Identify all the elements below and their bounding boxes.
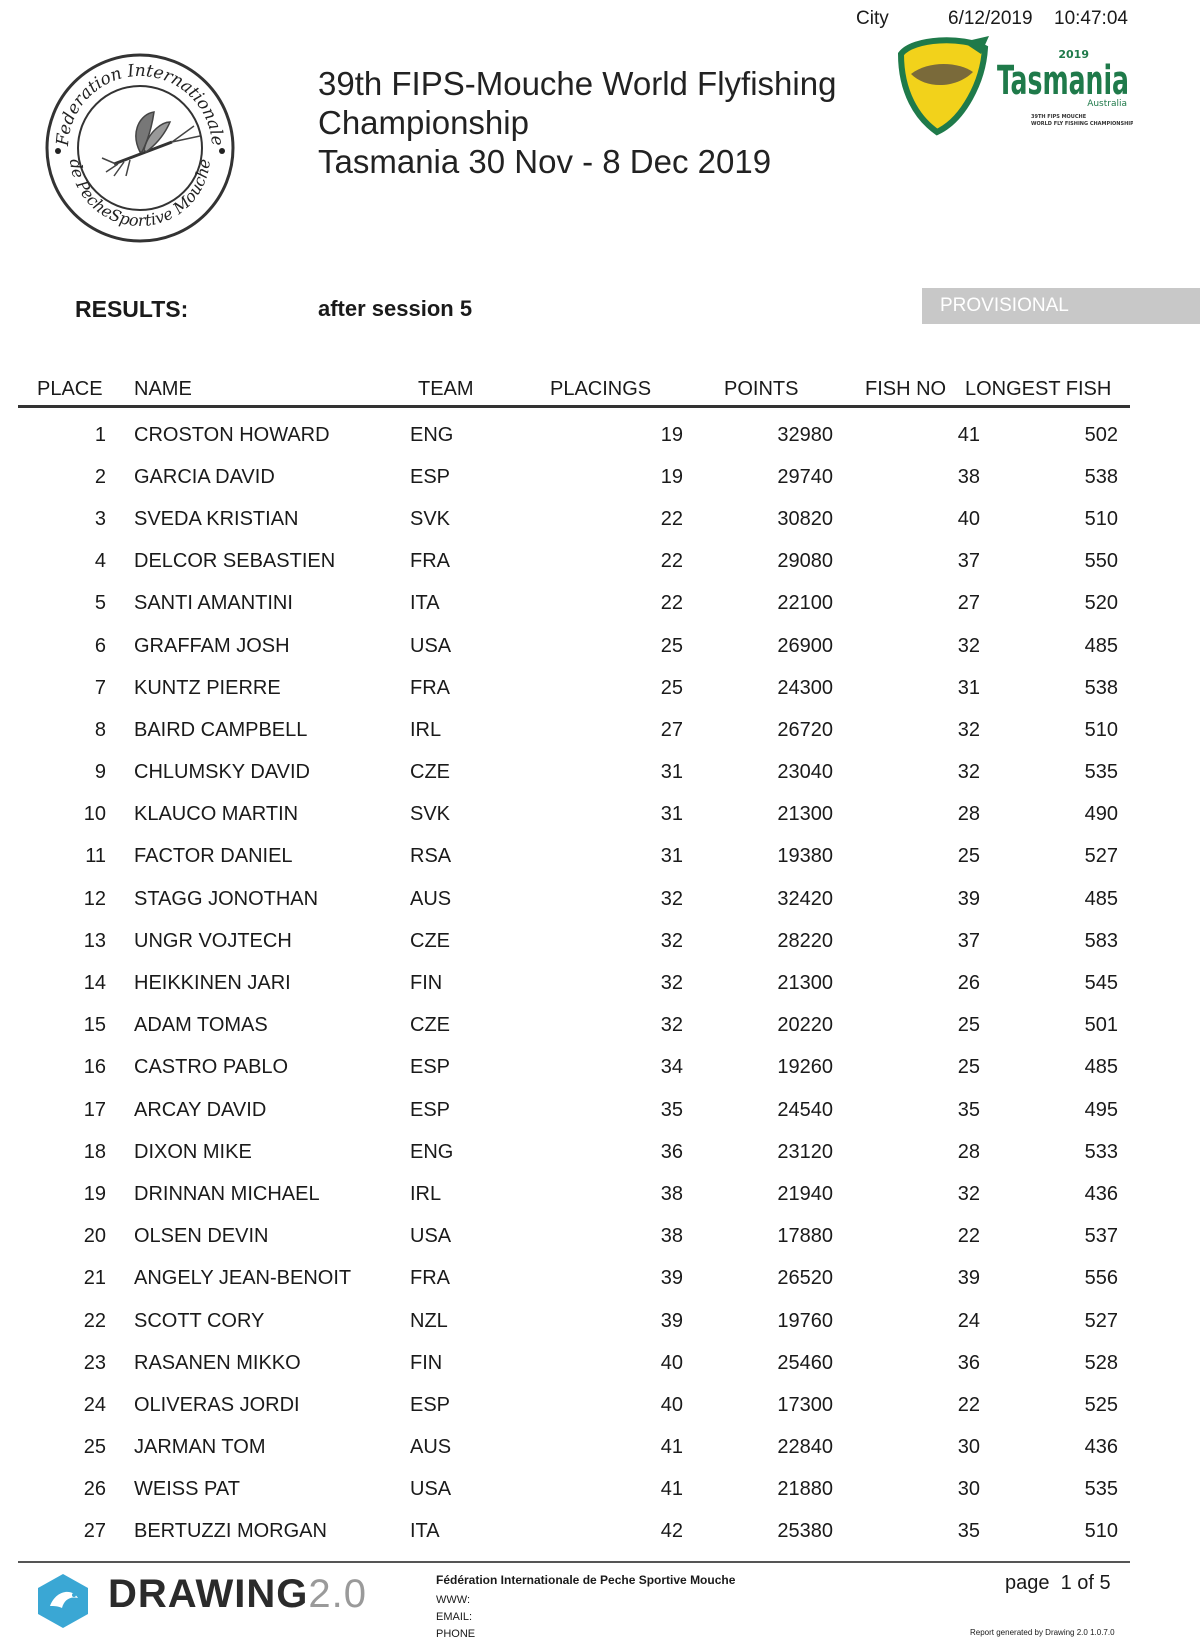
footer-org: Fédération Internationale de Peche Sportive Mouche [436,1573,736,1587]
cell-placings: 22 [660,592,683,615]
cell-team: CZE [410,1014,450,1037]
cell-team: IRL [410,1182,442,1205]
cell-fish-no: 32 [957,761,980,784]
results-table [18,414,1130,1553]
cell-longest-fish: 501 [1084,1014,1118,1037]
table-row [18,1342,1130,1384]
col-placings: PLACINGS [550,378,652,400]
cell-points: 30820 [777,507,833,530]
cell-fish-no: 27 [957,592,980,615]
page-title [318,64,836,181]
cell-placings: 27 [660,718,683,741]
col-team: TEAM [418,378,474,400]
cell-place: 14 [83,972,106,995]
cell-place: 19 [83,1182,106,1205]
cell-team: ESP [410,465,451,488]
cell-name: GARCIA DAVID [134,465,275,488]
tasmania-logo [893,32,1133,142]
cell-longest-fish: 520 [1084,592,1118,615]
cell-longest-fish: 495 [1084,1098,1118,1121]
cell-team: CZE [410,761,450,784]
cell-team: FRA [410,1267,450,1290]
cell-team: IRL [410,718,442,741]
table-row [18,625,1130,667]
col-longest-fish: LONGEST FISH [965,378,1112,400]
cell-name: CASTRO PABLO [134,1056,289,1079]
cell-place: 10 [83,803,106,826]
cell-longest-fish: 485 [1084,1056,1118,1079]
cell-placings: 25 [660,634,683,657]
tasmania-country: Australia [1087,99,1127,109]
cell-fish-no: 40 [957,507,980,530]
report-time: 10:47:04 [1054,8,1128,29]
cell-fish-no: 26 [957,972,980,995]
cell-placings: 40 [660,1393,683,1416]
cell-placings: 41 [660,1478,683,1501]
cell-fish-no: 41 [957,423,980,446]
cell-team: SVK [410,803,451,826]
table-row [18,709,1130,751]
table-row [18,456,1130,498]
cell-name: ARCAY DAVID [134,1098,267,1121]
header-divider [18,405,1130,408]
cell-name: ANGELY JEAN-BENOIT [134,1267,352,1290]
footer-divider [18,1561,1130,1563]
cell-points: 21300 [777,972,833,995]
cell-longest-fish: 556 [1084,1267,1118,1290]
col-fish-no: FISH NO [865,378,947,400]
cell-place: 9 [94,761,106,784]
cell-name: KLAUCO MARTIN [134,803,299,826]
cell-team: CZE [410,929,450,952]
logo-text-top: Federation Internationale [52,61,228,147]
cell-name: SVEDA KRISTIAN [134,507,299,530]
session-label: after session 5 [318,296,473,321]
table-row [18,1131,1130,1173]
cell-fish-no: 38 [957,465,980,488]
col-points: POINTS [724,378,799,400]
cell-fish-no: 35 [957,1520,980,1543]
cell-longest-fish: 525 [1084,1393,1118,1416]
cell-longest-fish: 485 [1084,634,1118,657]
cell-fish-no: 24 [957,1309,980,1332]
cell-name: SANTI AMANTINI [134,592,293,615]
cell-points: 24540 [777,1098,833,1121]
drawing-brand-name: DRAWING [108,1572,309,1616]
cell-team: AUS [410,1436,452,1459]
cell-placings: 22 [660,550,683,573]
cell-fish-no: 32 [957,634,980,657]
page-indicator [1005,1572,1111,1595]
cell-place: 12 [83,887,106,910]
cell-placings: 19 [660,423,683,446]
cell-team: FRA [410,676,450,699]
cell-points: 26720 [777,718,833,741]
table-row [18,583,1130,625]
table-row [18,1300,1130,1342]
cell-fish-no: 36 [957,1351,980,1374]
cell-points: 17300 [777,1393,833,1416]
cell-points: 21940 [777,1182,833,1205]
cell-points: 26900 [777,634,833,657]
table-row [18,1511,1130,1553]
cell-team: FRA [410,550,450,573]
cell-team: ESP [410,1098,451,1121]
title-line-2: Championship [318,104,529,141]
cell-team: AUS [410,887,452,910]
cell-points: 29080 [777,550,833,573]
cell-place: 27 [83,1520,106,1543]
cell-points: 28220 [777,929,833,952]
cell-points: 19380 [777,845,833,868]
cell-longest-fish: 436 [1084,1182,1118,1205]
cell-placings: 38 [660,1225,683,1248]
svg-text:de PecheSportive Mouche [66,158,214,230]
cell-points: 21880 [777,1478,833,1501]
table-row [18,836,1130,878]
cell-placings: 32 [660,929,683,952]
cell-name: GRAFFAM JOSH [134,634,290,657]
cell-fish-no: 25 [957,845,980,868]
cell-placings: 22 [660,507,683,530]
cell-team: FIN [410,972,443,995]
cell-place: 22 [83,1309,106,1332]
cell-name: OLIVERAS JORDI [134,1393,300,1416]
cell-place: 3 [94,507,106,530]
cell-placings: 41 [660,1436,683,1459]
cell-place: 2 [94,465,106,488]
cell-points: 26520 [777,1267,833,1290]
cell-fish-no: 37 [957,550,980,573]
cell-points: 24300 [777,676,833,699]
table-row [18,920,1130,962]
cell-name: BAIRD CAMPBELL [134,718,308,741]
cell-fish-no: 32 [957,1182,980,1205]
cell-place: 25 [83,1436,106,1459]
cell-points: 21300 [777,803,833,826]
cell-team: FIN [410,1351,443,1374]
cell-place: 16 [83,1056,106,1079]
cell-fish-no: 28 [957,1140,980,1163]
page-label: page [1005,1572,1050,1594]
cell-longest-fish: 535 [1084,1478,1118,1501]
cell-team: ENG [410,423,454,446]
table-row [18,878,1130,920]
cell-name: BERTUZZI MORGAN [134,1520,327,1543]
cell-name: KUNTZ PIERRE [134,676,281,699]
cell-points: 17880 [777,1225,833,1248]
tasmania-sub1: 39TH FIPS MOUCHE [1031,114,1087,120]
cell-name: STAGG JONOTHAN [134,887,319,910]
cell-team: SVK [410,507,451,530]
cell-longest-fish: 527 [1084,845,1118,868]
cell-place: 11 [85,845,106,868]
city-label: City [856,8,889,29]
cell-placings: 31 [660,845,683,868]
cell-place: 7 [94,676,106,699]
cell-place: 18 [83,1140,106,1163]
cell-place: 4 [94,550,106,573]
title-line-1: 39th FIPS-Mouche World Flyfishing [318,65,837,102]
table-row [18,962,1130,1004]
cell-longest-fish: 485 [1084,887,1118,910]
table-row [18,1047,1130,1089]
cell-fish-no: 32 [957,718,980,741]
table-row [18,1258,1130,1300]
cell-longest-fish: 583 [1084,929,1118,952]
cell-placings: 32 [660,972,683,995]
cell-points: 32980 [777,423,833,446]
table-row [18,1469,1130,1511]
cell-place: 15 [83,1014,106,1037]
tasmania-sub2: WORLD FLY FISHING CHAMPIONSHIP [1031,121,1133,127]
cell-fish-no: 28 [957,803,980,826]
cell-name: DIXON MIKE [134,1140,252,1163]
cell-points: 19760 [777,1309,833,1332]
cell-placings: 38 [660,1182,683,1205]
table-row [18,667,1130,709]
footer-www: WWW: [436,1594,471,1606]
cell-name: CHLUMSKY DAVID [134,761,310,784]
title-line-3: Tasmania 30 Nov - 8 Dec 2019 [318,143,772,180]
fips-logo [44,52,236,244]
drawing-brand-version: 2.0 [308,1572,367,1616]
cell-placings: 32 [660,1014,683,1037]
cell-name: FACTOR DANIEL [134,845,293,868]
report-date: 6/12/2019 [948,8,1033,29]
cell-fish-no: 37 [957,929,980,952]
cell-name: RASANEN MIKKO [134,1351,301,1374]
cell-longest-fish: 538 [1084,465,1118,488]
cell-longest-fish: 528 [1084,1351,1118,1374]
cell-name: SCOTT CORY [134,1309,265,1332]
cell-place: 8 [94,718,106,741]
cell-longest-fish: 550 [1084,550,1118,573]
mayfly-icon [102,112,200,176]
cell-fish-no: 30 [957,1436,980,1459]
table-row [18,1384,1130,1426]
table-row [18,414,1130,456]
cell-name: HEIKKINEN JARI [134,972,291,995]
cell-fish-no: 39 [957,887,980,910]
cell-longest-fish: 510 [1084,718,1118,741]
table-row [18,498,1130,540]
drawing-logo-icon [34,1572,92,1630]
cell-team: USA [410,634,452,657]
table-row [18,541,1130,583]
table-row [18,1089,1130,1131]
cell-team: ENG [410,1140,454,1163]
report-generated-note: Report generated by Drawing 2.0 1.0.7.0 [970,1628,1115,1637]
provisional-badge: PROVISIONAL [922,288,1200,324]
cell-name: JARMAN TOM [134,1436,266,1459]
cell-fish-no: 25 [957,1014,980,1037]
cell-placings: 34 [660,1056,683,1079]
cell-placings: 39 [660,1267,683,1290]
cell-name: DELCOR SEBASTIEN [134,550,336,573]
cell-placings: 31 [660,803,683,826]
cell-name: CROSTON HOWARD [134,423,330,446]
cell-longest-fish: 538 [1084,676,1118,699]
cell-longest-fish: 535 [1084,761,1118,784]
footer-phone: PHONE [436,1628,476,1640]
cell-place: 21 [83,1267,106,1290]
cell-place: 26 [83,1478,106,1501]
cell-fish-no: 22 [957,1393,980,1416]
cell-points: 19260 [777,1056,833,1079]
cell-name: OLSEN DEVIN [134,1225,269,1248]
table-row [18,794,1130,836]
cell-fish-no: 30 [957,1478,980,1501]
cell-name: UNGR VOJTECH [134,929,292,952]
cell-points: 22840 [777,1436,833,1459]
cell-place: 1 [94,423,106,446]
cell-longest-fish: 510 [1084,507,1118,530]
logo-text-bottom: de PecheSportive Mouche [65,157,215,231]
cell-team: ESP [410,1056,451,1079]
tasmania-year: 2019 [1058,48,1089,61]
cell-points: 22100 [777,592,833,615]
footer-email: EMAIL: [436,1611,473,1623]
cell-name: WEISS PAT [134,1478,240,1501]
table-row [18,1173,1130,1215]
cell-placings: 40 [660,1351,683,1374]
cell-longest-fish: 510 [1084,1520,1118,1543]
cell-team: NZL [410,1309,448,1332]
table-row [18,1005,1130,1047]
cell-placings: 42 [660,1520,683,1543]
cell-longest-fish: 537 [1084,1225,1118,1248]
cell-team: ITA [410,1520,440,1543]
cell-longest-fish: 545 [1084,972,1118,995]
cell-fish-no: 35 [957,1098,980,1121]
cell-placings: 39 [660,1309,683,1332]
cell-name: ADAM TOMAS [134,1014,268,1037]
cell-place: 13 [83,929,106,952]
table-row [18,752,1130,794]
cell-place: 5 [94,592,106,615]
cell-team: USA [410,1225,452,1248]
cell-team: RSA [410,845,452,868]
cell-longest-fish: 490 [1084,803,1118,826]
cell-team: ESP [410,1393,451,1416]
cell-place: 24 [83,1393,106,1416]
col-place: PLACE [37,378,103,400]
cell-team: USA [410,1478,452,1501]
col-name: NAME [134,378,192,400]
cell-fish-no: 31 [957,676,980,699]
cell-points: 25380 [777,1520,833,1543]
cell-points: 32420 [777,887,833,910]
cell-points: 23120 [777,1140,833,1163]
cell-points: 20220 [777,1014,833,1037]
cell-placings: 19 [660,465,683,488]
cell-placings: 35 [660,1098,683,1121]
cell-place: 20 [83,1225,106,1248]
results-label: RESULTS: [75,296,189,322]
cell-points: 23040 [777,761,833,784]
cell-placings: 25 [660,676,683,699]
cell-points: 29740 [777,465,833,488]
cell-team: ITA [410,592,440,615]
cell-placings: 31 [660,761,683,784]
table-row [18,1216,1130,1258]
cell-fish-no: 39 [957,1267,980,1290]
cell-longest-fish: 502 [1084,423,1118,446]
cell-place: 6 [94,634,106,657]
cell-longest-fish: 436 [1084,1436,1118,1459]
cell-placings: 36 [660,1140,683,1163]
cell-placings: 32 [660,887,683,910]
cell-points: 25460 [777,1351,833,1374]
cell-place: 23 [83,1351,106,1374]
drawing-brand [108,1572,367,1617]
cell-longest-fish: 533 [1084,1140,1118,1163]
cell-place: 17 [83,1098,106,1121]
table-row [18,1427,1130,1469]
table-header [0,378,1200,404]
cell-name: DRINNAN MICHAEL [134,1182,320,1205]
tasmania-name: Tasmania [997,58,1129,104]
cell-fish-no: 25 [957,1056,980,1079]
cell-longest-fish: 527 [1084,1309,1118,1332]
page-value: 1 of 5 [1060,1572,1111,1594]
cell-fish-no: 22 [957,1225,980,1248]
